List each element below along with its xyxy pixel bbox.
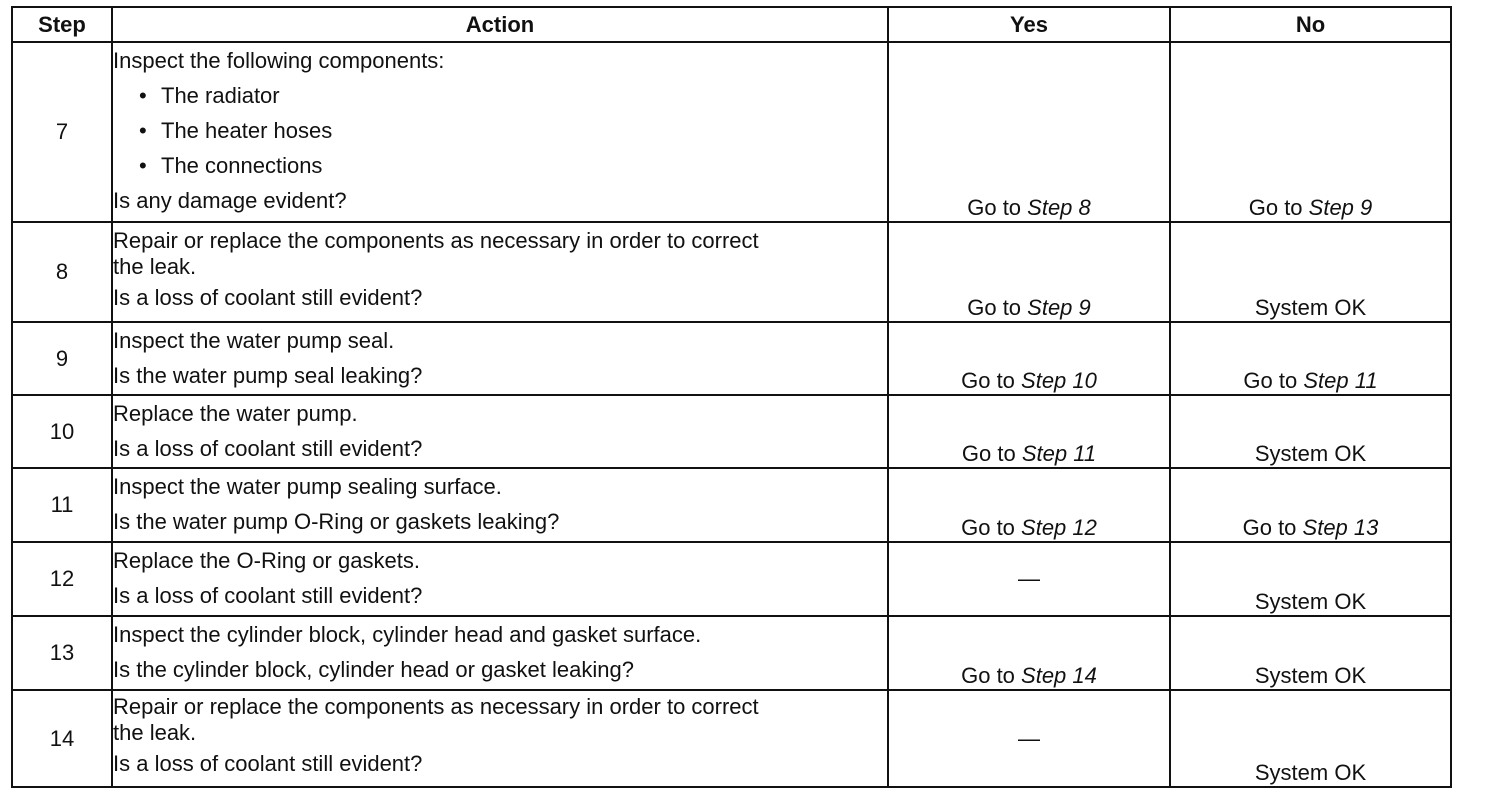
action-cell (112, 468, 888, 542)
no-cell (1170, 42, 1451, 222)
action-cell (112, 690, 888, 787)
yes-step-link[interactable]: Step 8 (1027, 195, 1091, 220)
bullet-icon: • (139, 153, 147, 178)
action-cell (112, 42, 888, 222)
bullet-icon: • (139, 118, 147, 143)
bullet-icon: • (139, 83, 147, 108)
yes-prefix: Go to (961, 663, 1022, 688)
step-number: 14 (12, 690, 112, 787)
action-question: Is the water pump seal leaking? (113, 363, 423, 388)
yes-cell (888, 395, 1170, 468)
action-intro: Inspect the water pump seal. (113, 328, 395, 353)
header-row (12, 7, 1451, 42)
yes-cell (888, 322, 1170, 395)
bullet-text: The radiator (161, 83, 280, 108)
action-intro-line-1: Repair or replace the components as necessary in order to correct (113, 228, 759, 253)
action-intro: Inspect the following components: (113, 48, 445, 73)
step-number: 12 (12, 542, 112, 616)
yes-prefix: Go to (967, 295, 1028, 320)
yes-step-link[interactable]: Step 9 (1027, 295, 1091, 320)
yes-step-link[interactable]: Step 14 (1021, 663, 1097, 688)
no-cell: System OK (1170, 616, 1451, 690)
yes-cell: — (888, 542, 1170, 616)
action-cell (112, 322, 888, 395)
step-number: 7 (12, 42, 112, 222)
action-intro-line-2: the leak. (113, 720, 197, 745)
table-row (12, 542, 1451, 616)
yes-step-link[interactable]: Step 11 (1021, 441, 1097, 466)
header-action: Action (112, 7, 888, 42)
header-no: No (1170, 7, 1451, 42)
table-row (12, 42, 1451, 222)
header-yes: Yes (888, 7, 1170, 42)
table-row (12, 222, 1451, 322)
no-prefix: Go to (1243, 368, 1304, 393)
no-cell (1170, 322, 1451, 395)
action-question: Is any damage evident? (113, 188, 347, 213)
yes-prefix: Go to (961, 441, 1022, 466)
yes-prefix: Go to (967, 195, 1028, 220)
action-cell (112, 222, 888, 322)
action-intro: Inspect the water pump sealing surface. (113, 474, 502, 499)
step-number: 11 (12, 468, 112, 542)
yes-cell (888, 468, 1170, 542)
action-intro: Replace the water pump. (113, 401, 358, 426)
yes-step-link[interactable]: Step 12 (1021, 515, 1097, 540)
no-prefix: Go to (1248, 195, 1309, 220)
table-row (12, 616, 1451, 690)
list-item (113, 148, 887, 183)
yes-cell (888, 42, 1170, 222)
action-intro-line-2: the leak. (113, 254, 197, 279)
no-cell: System OK (1170, 690, 1451, 787)
action-question: Is a loss of coolant still evident? (113, 583, 423, 608)
no-step-link[interactable]: Step 13 (1302, 515, 1379, 540)
yes-prefix: Go to (961, 515, 1022, 540)
table-row (12, 690, 1451, 787)
bullet-text: The heater hoses (161, 118, 333, 143)
action-question: Is a loss of coolant still evident? (113, 751, 423, 776)
step-number: 9 (12, 322, 112, 395)
yes-cell (888, 222, 1170, 322)
action-cell (112, 395, 888, 468)
action-question: Is a loss of coolant still evident? (113, 436, 423, 461)
action-intro-line-1: Repair or replace the components as necessary in order to correct (113, 694, 759, 719)
yes-cell (888, 616, 1170, 690)
no-cell (1170, 468, 1451, 542)
step-number: 13 (12, 616, 112, 690)
table-row (12, 322, 1451, 395)
no-step-link[interactable]: Step 11 (1303, 368, 1378, 393)
step-number: 8 (12, 222, 112, 322)
yes-prefix: Go to (961, 368, 1022, 393)
no-cell: System OK (1170, 542, 1451, 616)
list-item (113, 113, 887, 148)
no-step-link[interactable]: Step 9 (1308, 195, 1373, 220)
yes-step-link[interactable]: Step 10 (1021, 368, 1097, 393)
table-row (12, 468, 1451, 542)
no-prefix: Go to (1242, 515, 1303, 540)
table-row (12, 395, 1451, 468)
action-intro: Replace the O-Ring or gaskets. (113, 548, 420, 573)
action-question: Is the cylinder block, cylinder head or gasket leaking? (113, 657, 634, 682)
step-number: 10 (12, 395, 112, 468)
action-question: Is the water pump O-Ring or gaskets leaking? (113, 509, 560, 534)
action-intro: Inspect the cylinder block, cylinder head and gasket surface. (113, 622, 702, 647)
action-cell (112, 616, 888, 690)
bullet-text: The connections (161, 153, 323, 178)
list-item (113, 78, 887, 113)
action-question: Is a loss of coolant still evident? (113, 285, 423, 310)
header-step: Step (12, 7, 112, 42)
no-cell: System OK (1170, 395, 1451, 468)
diagnostic-table (11, 6, 1452, 788)
no-cell: System OK (1170, 222, 1451, 322)
action-cell (112, 542, 888, 616)
yes-cell: — (888, 690, 1170, 787)
